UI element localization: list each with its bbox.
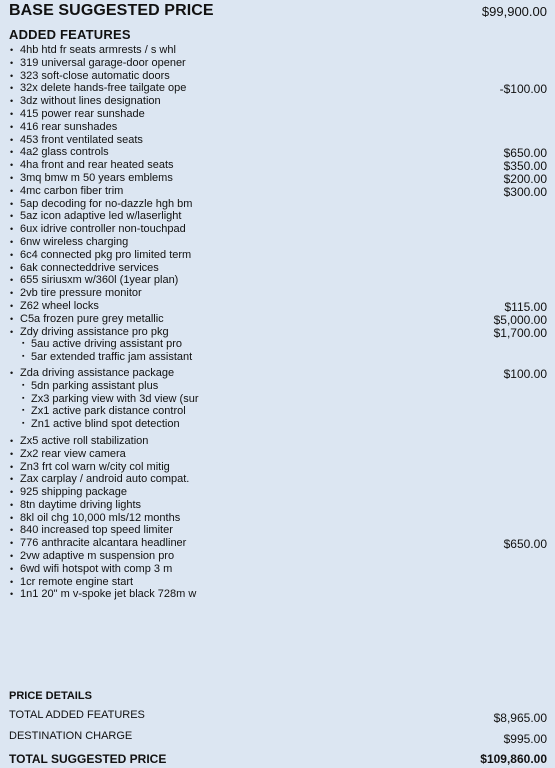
feature-name: 3mq bmw m 50 years emblems: [20, 171, 173, 184]
feature-item: [0, 576, 555, 589]
feature-name: 6ux idrive controller non-touchpad: [20, 223, 186, 236]
feature-subitem: [0, 351, 555, 364]
bullet-icon: •: [10, 83, 14, 94]
feature-name: Zdy driving assistance pro pkg: [20, 325, 169, 338]
feature-name: Zax carplay / android auto compat.: [20, 473, 190, 486]
bullet-icon: •: [10, 121, 14, 132]
bullet-icon: •: [10, 300, 14, 311]
feature-subitem: [0, 338, 555, 351]
bullet-icon: •: [10, 474, 14, 485]
feature-name: 840 increased top speed limiter: [20, 524, 173, 537]
feature-name: 4hb htd fr seats armrests / s whl: [20, 44, 176, 56]
feature-name: 32x delete hands-free tailgate ope: [20, 82, 187, 95]
feature-item: [0, 82, 555, 95]
feature-name: 6nw wireless charging: [20, 235, 129, 248]
bullet-icon: •: [10, 512, 14, 523]
total-suggested-price-label: TOTAL SUGGESTED PRICE: [9, 752, 167, 766]
feature-name: 925 shipping package: [20, 486, 128, 499]
feature-price: $350.00: [503, 159, 547, 174]
bullet-icon: •: [10, 185, 14, 196]
feature-subitem: [0, 393, 555, 406]
bullet-icon: •: [10, 236, 14, 247]
bullet-icon: •: [10, 134, 14, 145]
bullet-icon: •: [10, 326, 14, 337]
price-details-title: PRICE DETAILS: [9, 690, 92, 702]
feature-name: 3dz without lines designation: [20, 95, 161, 108]
feature-item: [0, 473, 555, 486]
feature-name: 6c4 connected pkg pro limited term: [20, 248, 192, 261]
feature-name: 6wd wifi hotspot with comp 3 m: [20, 562, 173, 575]
feature-name: 2vw adaptive m suspension pro: [20, 550, 175, 563]
feature-name: 4a2 glass controls: [20, 146, 109, 159]
feature-item: [0, 563, 555, 576]
feature-item: [0, 435, 555, 448]
feature-item: [0, 159, 555, 172]
feature-name: Z62 wheel locks: [20, 299, 99, 312]
added-features-title: ADDED FEATURES: [9, 27, 131, 42]
total-suggested-price-value: $109,860.00: [480, 752, 547, 766]
bullet-icon: •: [10, 147, 14, 158]
feature-item: [0, 57, 555, 70]
feature-item: [0, 44, 555, 57]
bullet-icon: •: [10, 563, 14, 574]
feature-item: [0, 172, 555, 185]
base-price-value: $99,900.00: [481, 4, 547, 19]
bullet-icon: •: [10, 172, 14, 183]
feature-name: Zn3 frt col warn w/city col mitig: [20, 460, 170, 473]
bullet-icon: •: [10, 96, 14, 107]
feature-name: 323 soft-close automatic doors: [20, 69, 170, 82]
feature-name: Zx1 active park distance control: [31, 405, 186, 418]
bullet-icon: •: [10, 499, 14, 510]
feature-name: 415 power rear sunshade: [20, 107, 145, 120]
bullet-icon: ▪: [22, 407, 25, 415]
bullet-icon: •: [10, 108, 14, 119]
feature-name: 416 rear sunshades: [20, 120, 118, 133]
feature-name: 453 front ventilated seats: [20, 133, 143, 146]
feature-name: Zx5 active roll stabilization: [20, 434, 149, 447]
feature-name: 5az icon adaptive led w/laserlight: [20, 210, 182, 223]
feature-name: Zx3 parking view with 3d view (sur: [31, 392, 199, 405]
bullet-icon: •: [10, 70, 14, 81]
feature-list: [0, 44, 555, 601]
feature-name: 8tn daytime driving lights: [20, 498, 142, 511]
bullet-icon: •: [10, 57, 14, 68]
feature-item: [0, 524, 555, 537]
bullet-icon: •: [10, 288, 14, 299]
total-added-features-value: $8,965.00: [493, 711, 547, 725]
feature-item: [0, 249, 555, 262]
feature-name: 319 universal garage-door opener: [20, 56, 186, 69]
feature-name: Zx2 rear view camera: [20, 447, 126, 460]
bullet-icon: •: [10, 589, 14, 600]
bullet-icon: ▪: [22, 420, 25, 428]
feature-item: [0, 313, 555, 326]
feature-price: $5,000.00: [493, 312, 547, 327]
feature-name: 8kl oil chg 10,000 mls/12 months: [20, 511, 181, 524]
bullet-icon: •: [10, 435, 14, 446]
feature-name: 776 anthracite alcantara headliner: [20, 537, 187, 550]
bullet-icon: ▪: [22, 381, 25, 389]
feature-item: [0, 236, 555, 249]
feature-item: [0, 210, 555, 223]
feature-item: [0, 108, 555, 121]
feature-item: [0, 274, 555, 287]
feature-item: [0, 537, 555, 550]
feature-item: [0, 512, 555, 525]
feature-name: 655 siriusxm w/360l (1year plan): [20, 274, 179, 287]
bullet-icon: ▪: [22, 394, 25, 402]
destination-charge-value: $995.00: [503, 732, 547, 746]
feature-price: $650.00: [503, 537, 547, 552]
destination-charge-row: [9, 730, 547, 744]
feature-name: 1cr remote engine start: [20, 575, 134, 588]
total-added-features-row: [9, 709, 547, 723]
feature-name: 4ha front and rear heated seats: [20, 159, 174, 172]
feature-item: [0, 499, 555, 512]
destination-charge-label: DESTINATION CHARGE: [9, 730, 133, 742]
feature-price: $650.00: [503, 146, 547, 161]
bullet-icon: •: [10, 448, 14, 459]
feature-price: $115.00: [504, 299, 547, 314]
bullet-icon: •: [10, 525, 14, 536]
feature-price: $100.00: [503, 366, 547, 381]
bullet-icon: •: [10, 224, 14, 235]
bullet-icon: •: [10, 262, 14, 273]
feature-name: C5a frozen pure grey metallic: [20, 312, 164, 325]
bullet-icon: •: [10, 211, 14, 222]
feature-name: 5ap decoding for no-dazzle hgh bm: [20, 197, 193, 210]
total-added-features-label: TOTAL ADDED FEATURES: [9, 709, 145, 721]
bullet-icon: •: [10, 461, 14, 472]
bullet-icon: •: [10, 249, 14, 260]
feature-name: 6ak connecteddrive services: [20, 261, 159, 274]
bullet-icon: •: [10, 313, 14, 324]
feature-item: [0, 326, 555, 339]
bullet-icon: •: [10, 538, 14, 549]
bullet-icon: •: [10, 45, 14, 55]
base-price-label: BASE SUGGESTED PRICE: [9, 2, 214, 19]
bullet-icon: ▪: [22, 340, 25, 348]
feature-item: [0, 461, 555, 474]
base-price-header: [9, 2, 547, 22]
feature-name: 5dn parking assistant plus: [31, 379, 159, 392]
feature-item: [0, 287, 555, 300]
feature-name: Zn1 active blind spot detection: [31, 418, 180, 431]
bullet-icon: •: [10, 487, 14, 498]
feature-item: [0, 550, 555, 563]
feature-subitem: [0, 418, 555, 431]
feature-subitem: [0, 380, 555, 393]
bullet-icon: •: [10, 551, 14, 562]
bullet-icon: •: [10, 367, 14, 378]
bullet-icon: •: [10, 275, 14, 286]
feature-subitem: [0, 405, 555, 418]
feature-item: [0, 95, 555, 108]
feature-name: Zda driving assistance package: [20, 366, 175, 379]
feature-item: [0, 134, 555, 147]
feature-item: [0, 486, 555, 499]
feature-item: [0, 588, 555, 601]
feature-item: [0, 367, 555, 380]
feature-item: [0, 146, 555, 159]
feature-item: [0, 70, 555, 83]
feature-name: 2vb tire pressure monitor: [20, 287, 142, 300]
bullet-icon: •: [10, 198, 14, 209]
feature-price: $1,700.00: [493, 325, 547, 340]
feature-name: 5au active driving assistant pro: [31, 338, 183, 351]
feature-price: $200.00: [503, 171, 547, 186]
feature-item: [0, 198, 555, 211]
feature-price: -$100.00: [499, 82, 547, 97]
feature-name: 5ar extended traffic jam assistant: [31, 351, 193, 364]
feature-price: $300.00: [503, 184, 547, 199]
feature-item: [0, 223, 555, 236]
feature-item: [0, 185, 555, 198]
feature-item: [0, 300, 555, 313]
feature-name: 1n1 20" m v-spoke jet black 728m w: [20, 588, 197, 601]
bullet-icon: •: [10, 576, 14, 587]
feature-name: 4mc carbon fiber trim: [20, 184, 124, 197]
feature-item: [0, 121, 555, 134]
feature-item: [0, 262, 555, 275]
bullet-icon: ▪: [22, 353, 25, 361]
bullet-icon: •: [10, 160, 14, 171]
feature-item: [0, 448, 555, 461]
